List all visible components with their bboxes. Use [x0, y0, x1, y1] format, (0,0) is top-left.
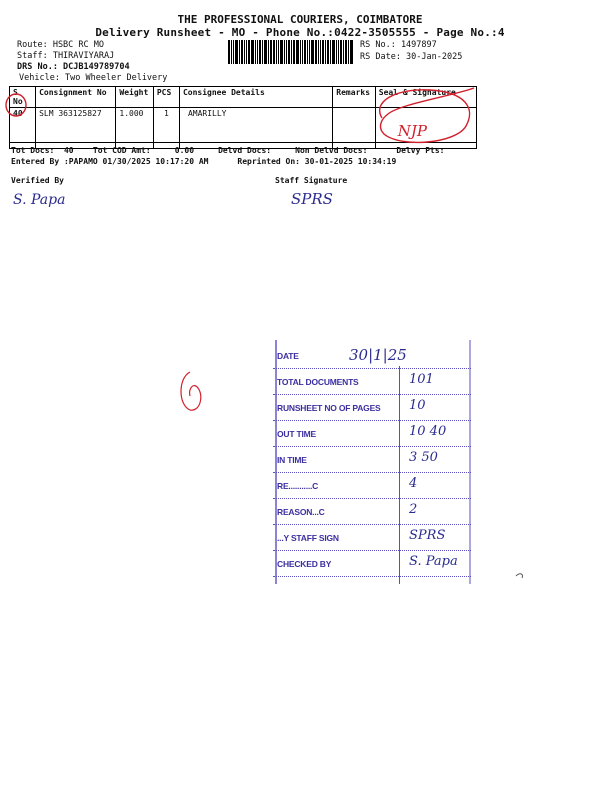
- col-consignment: Consignment No: [36, 87, 116, 108]
- stamp-row-re: [273, 472, 471, 499]
- stamp-row-checked-by: [273, 550, 471, 577]
- col-sno: S No: [10, 87, 36, 108]
- stamp-label: RE...........C: [277, 481, 319, 491]
- vehicle-text: Vehicle: Two Wheeler Delivery: [19, 73, 168, 83]
- stamp-label: OUT TIME: [277, 429, 317, 439]
- small-mark: [516, 574, 523, 578]
- route-text: Route: HSBC RC MO: [17, 40, 104, 50]
- stamp-value: 10: [409, 398, 426, 413]
- verified-by-label: Verified By: [11, 176, 64, 185]
- stamp-label: DATE: [277, 351, 299, 361]
- stamp-value: 10 40: [409, 424, 447, 439]
- cell-weight: 1.000: [116, 108, 153, 149]
- stamp-label: ...Y STAFF SIGN: [277, 533, 339, 543]
- stamp-row-pages: [273, 394, 471, 421]
- stamp-label: IN TIME: [277, 455, 307, 465]
- stamp-value: 2: [409, 502, 418, 517]
- col-consignee: Consignee Details: [179, 87, 332, 108]
- stamp-value: S. Papa: [409, 554, 458, 569]
- stamp-row-reason: [273, 498, 471, 525]
- stamp-row-out-time: [273, 420, 471, 447]
- staff-signature: SPRS: [291, 190, 333, 208]
- stamp-value: SPRS: [409, 528, 446, 543]
- staff-signature-label: Staff Signature: [275, 176, 348, 185]
- rs-date: RS Date: 30-Jan-2025: [360, 52, 463, 62]
- stamp-value: 30|1|25: [349, 346, 407, 364]
- col-seal: Seal & Signature: [375, 87, 476, 108]
- stamp-label: CHECKED BY: [277, 559, 332, 569]
- entered-line: Entered By :PAPAMO 01/30/2025 10:17:20 AM Reprinted On: 30-01-2025 10:34:19: [11, 157, 397, 166]
- drs-text: DRS No.: DCJB149789704: [17, 62, 130, 72]
- stamp-row-staff-sign: [273, 524, 471, 551]
- office-stamp: [273, 340, 471, 584]
- margin-mark: [181, 372, 201, 410]
- rs-number: RS No.: 1497897: [360, 40, 437, 50]
- seal-handwriting: NJP: [397, 122, 427, 140]
- stamp-value: 101: [409, 372, 434, 387]
- cell-pcs: 1: [153, 108, 179, 149]
- col-pcs: PCS: [153, 87, 179, 108]
- staff-text: Staff: THIRAVIYARAJ: [17, 51, 115, 61]
- col-remarks: Remarks: [333, 87, 375, 108]
- company-title: THE PROFESSIONAL COURIERS, COIMBATORE: [177, 13, 423, 26]
- stamp-row-in-time: [273, 446, 471, 473]
- stamp-row-date: [273, 342, 471, 369]
- seal-circle-mark: [380, 88, 474, 142]
- col-weight: Weight: [116, 87, 153, 108]
- runsheet-subtitle: Delivery Runsheet - MO - Phone No.:0422-3505555 - Page No.:4: [95, 26, 505, 39]
- stamp-row-total-documents: [273, 368, 471, 395]
- stamp-label: REASON...C: [277, 507, 325, 517]
- sno-circle-mark: [6, 94, 26, 116]
- cell-consignment: SLM 363125827: [36, 108, 116, 149]
- cell-consignee: AMARILLY: [179, 108, 332, 149]
- stamp-value: 4: [409, 476, 418, 491]
- sno-value: 40: [13, 109, 23, 118]
- totals-line: Tot Docs: 40 Tot COD Amt: 0.00 Delvd Docs: Non Delvd Docs: Delvy Pts:: [11, 146, 445, 155]
- stamp-label: RUNSHEET NO OF PAGES: [277, 403, 381, 413]
- verified-signature: S. Papa: [13, 192, 66, 208]
- stamp-value: 3 50: [409, 450, 438, 465]
- stamp-label: TOTAL DOCUMENTS: [277, 377, 359, 387]
